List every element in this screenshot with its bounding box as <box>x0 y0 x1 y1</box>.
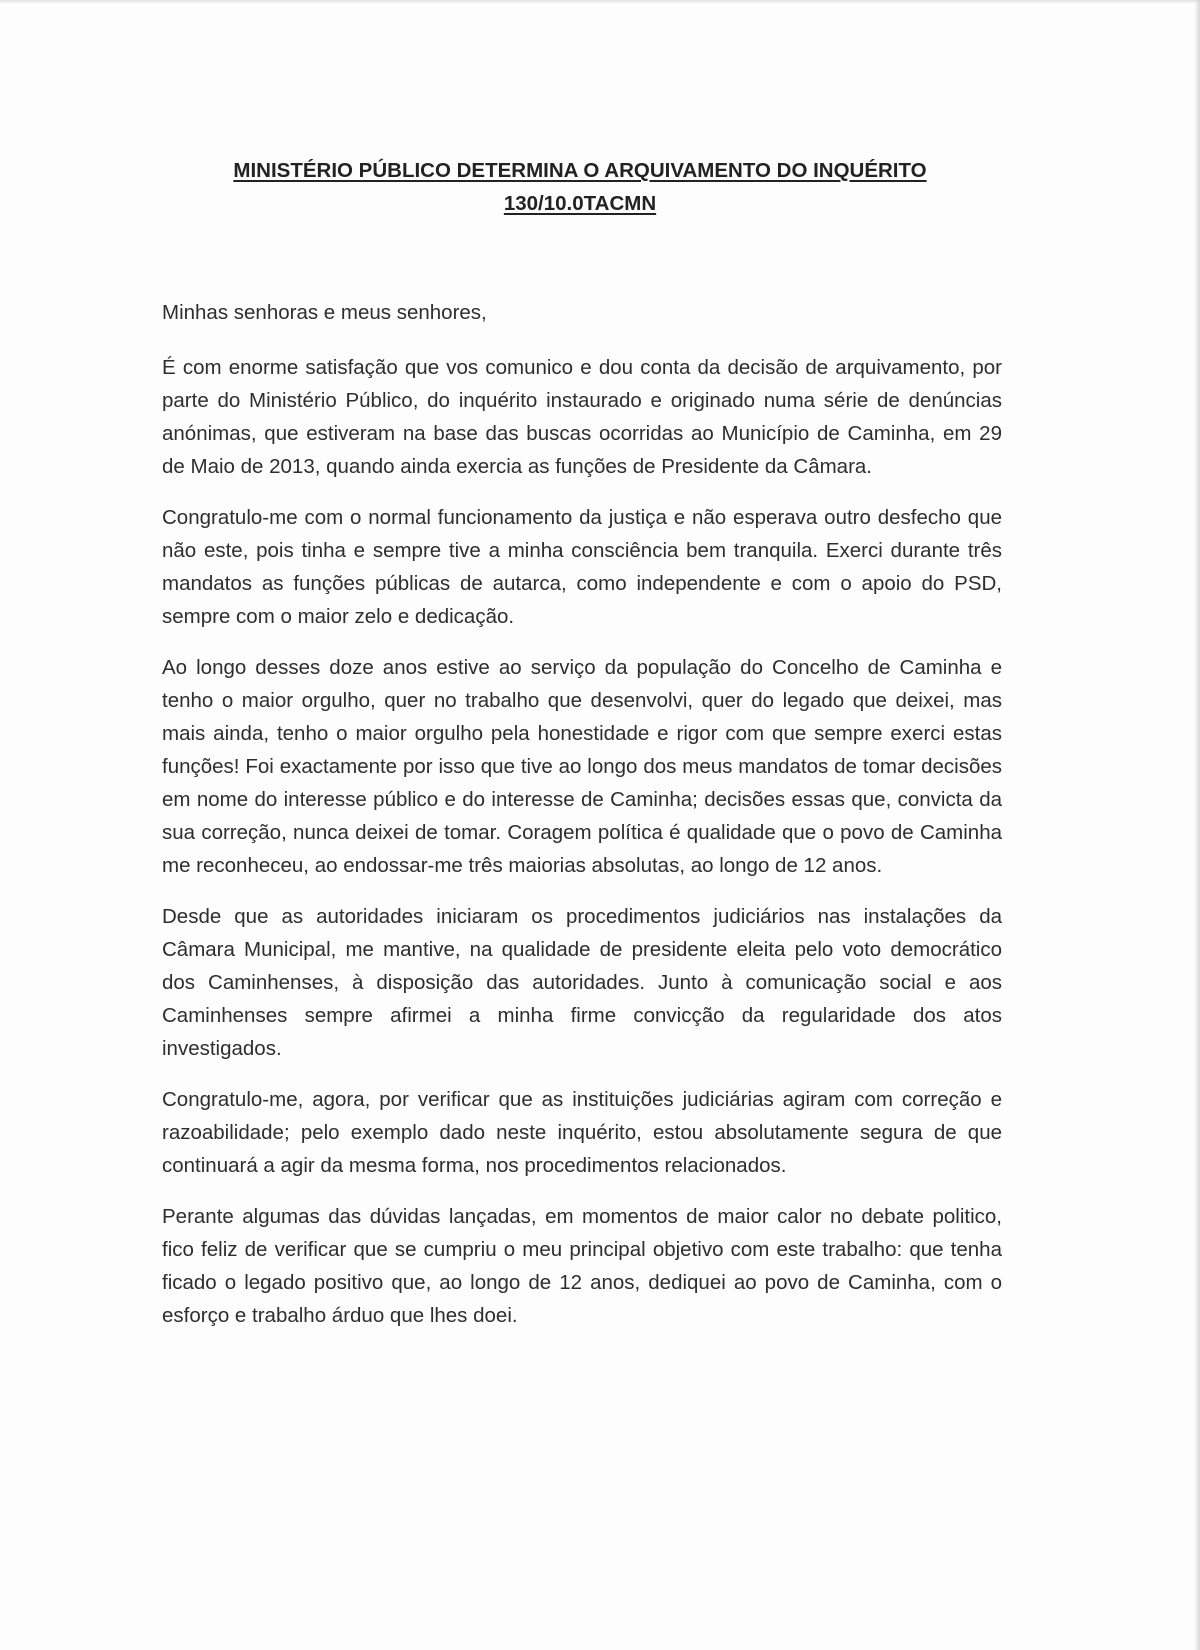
document-body <box>162 296 1002 1332</box>
paragraph-3: Ao longo desses doze anos estive ao serviço da população do Concelho de Caminha e tenho o maior orgulho, quer no trabalho que desenvolvi, quer do legado que deixei, mas mais ainda, tenho o maior orgulho pela honestidade e rigor com que sempre exerci estas funções! Foi exactamente por isso que tive ao longo dos meus mandatos de tomar decisões em nome do interesse público e do interesse de Caminha; decisões essas que, convicta da sua correção, nunca deixei de tomar. Coragem política é qualidade que o povo de Caminha me reconheceu, ao endossar-me três maiorias absolutas, ao longo de 12 anos. <box>162 656 1002 877</box>
scan-edge-right <box>1194 0 1200 1650</box>
title-line-1: MINISTÉRIO PÚBLICO DETERMINA O ARQUIVAMENTO DO INQUÉRITO <box>233 159 927 182</box>
scan-edge-top <box>0 0 1200 4</box>
paragraph-6: Perante algumas das dúvidas lançadas, em momentos de maior calor no debate politico, fico feliz de verificar que se cumpriu o meu principal objetivo com este trabalho: que tenha ficado o legado positivo que, ao longo de 12 anos, dediquei ao povo de Caminha, com o esforço e trabalho árduo que lhes doei. <box>162 1205 1002 1327</box>
document-title <box>160 154 1000 220</box>
paragraph-4: Desde que as autoridades iniciaram os procedimentos judiciários nas instalações da Câmara Municipal, me mantive, na qualidade de presidente eleita pelo voto democrático dos Caminhenses, à disposição das autoridades. Junto à comunicação social e aos Caminhenses sempre afirmei a minha firme convicção da regularidade dos atos investigados. <box>162 905 1002 1060</box>
greeting: Minhas senhoras e meus senhores, <box>162 301 487 324</box>
paragraph-1: É com enorme satisfação que vos comunico e dou conta da decisão de arquivamento, por parte do Ministério Público, do inquérito instaurado e originado numa série de denúncias anónimas, que estiveram na base das buscas ocorridas ao Município de Caminha, em 29 de Maio de 2013, quando ainda exercia as funções de Presidente da Câmara. <box>162 356 1002 478</box>
paragraph-5: Congratulo-me, agora, por verificar que as instituições judiciárias agiram com correção e razoabilidade; pelo exemplo dado neste inquérito, estou absolutamente segura de que continuará a agir da mesma forma, nos procedimentos relacionados. <box>162 1088 1002 1177</box>
paragraph-2: Congratulo-me com o normal funcionamento da justiça e não esperava outro desfecho que não este, pois tinha e sempre tive a minha consciência bem tranquila. Exerci durante três mandatos as funções públicas de autarca, como independente e com o apoio do PSD, sempre com o maior zelo e dedicação. <box>162 506 1002 628</box>
title-line-2: 130/10.0TACMN <box>503 192 657 215</box>
